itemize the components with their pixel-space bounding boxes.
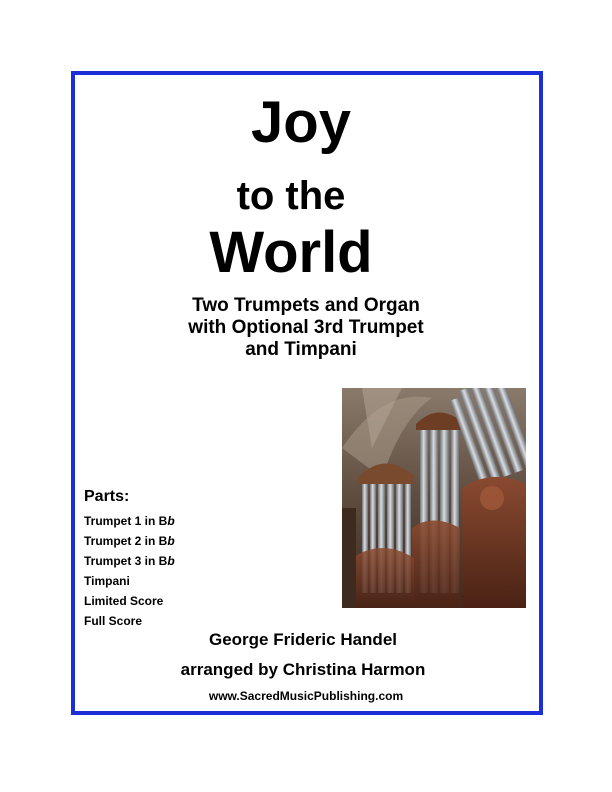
subtitle-line-2: with Optional 3rd Trumpet: [188, 317, 424, 338]
website-link[interactable]: www.SacredMusicPublishing.com: [208, 689, 404, 703]
parts-heading: Parts:: [84, 488, 130, 505]
part-item: Trumpet 2 in Bb: [84, 534, 175, 548]
part-item: Full Score: [84, 614, 143, 628]
title-line-3: World: [209, 220, 373, 285]
subtitle-line-1: Two Trumpets and Organ: [192, 295, 420, 316]
title-line-1: Joy: [251, 90, 351, 155]
title-line-2: to the: [236, 174, 346, 218]
organ-photo: [342, 388, 526, 608]
parts-list: [84, 488, 175, 631]
composer-credit: George Frideric Handel: [209, 630, 397, 649]
arranger-credit: arranged by Christina Harmon: [180, 660, 426, 679]
subtitle-line-3: and Timpani: [245, 339, 357, 360]
part-item: Trumpet 3 in Bb: [84, 554, 175, 568]
part-item: Trumpet 1 in Bb: [84, 514, 175, 528]
part-item: Limited Score: [84, 594, 164, 608]
part-item: Timpani: [84, 574, 130, 588]
